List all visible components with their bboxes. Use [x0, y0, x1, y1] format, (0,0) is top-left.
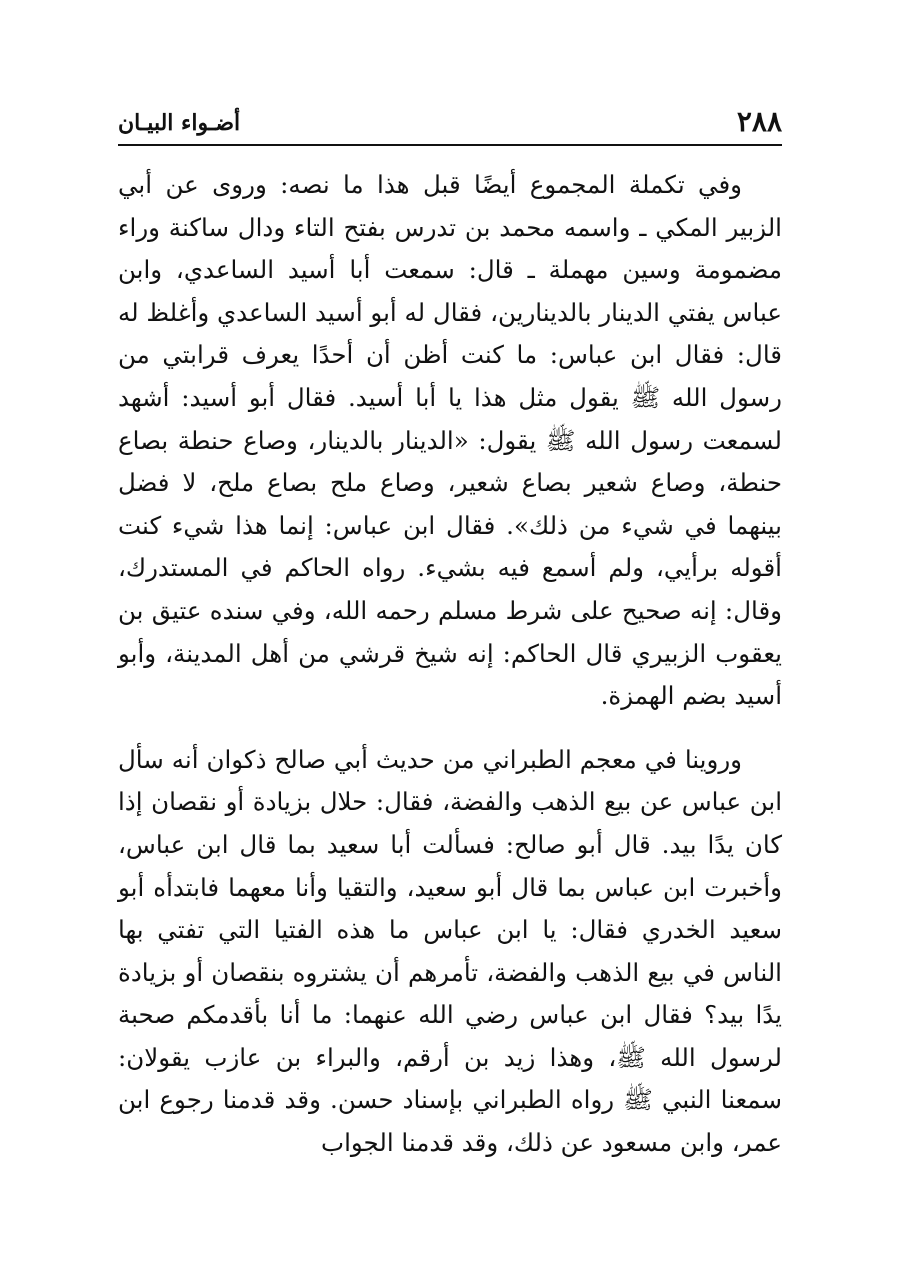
body-text [118, 164, 782, 1165]
page-header [118, 104, 782, 146]
page-number: ٢٨٨ [736, 105, 782, 138]
paragraph: وروينا في معجم الطبراني من حديث أبي صالح ذكوان أنه سأل ابن عباس عن بيع الذهب والفضة، فقال: حلال بزيادة أو نقصان إذا كان يدًا بيد. قال أبو صالح: فسألت أبا سعيد بما قال ابن عباس، وأخبرت ابن عباس بما قال أبو سعيد، والتقيا وأنا معهما فابتدأه أبو سعيد الخدري فقال: يا ابن عباس ما هذه الفتيا التي تفتي بها الناس في بيع الذهب والفضة، تأمرهم أن يشتروه بنقصان أو بزيادة يدًا بيد؟ فقال ابن عباس رضي الله عنهما: ما أنا بأقدمكم صحبة لرسول الله ﷺ، وهذا زيد بن أرقم، والبراء بن عازب يقولان: سمعنا النبي ﷺ رواه الطبراني بإسناد حسن. وقد قدمنا رجوع ابن عمر، وابن مسعود عن ذلك، وقد قدمنا الجواب [118, 744, 782, 1158]
paragraph: وفي تكملة المجموع أيضًا قبل هذا ما نصه: وروى عن أبي الزبير المكي ـ واسمه محمد بن تدرس بفتح التاء ودال ساكنة وراء مضمومة وسين مهملة ـ قال: سمعت أبا أسيد الساعدي، وابن عباس يفتي الدينار بالدينارين، فقال له أبو أسيد الساعدي وأغلظ له قال: فقال ابن عباس: ما كنت أظن أن أحدًا يعرف قرابتي من رسول الله ﷺ يقول مثل هذا يا أبا أسيد. فقال أبو أسيد: أشهد لسمعت رسول الله ﷺ يقول: «الدينار بالدينار، وصاع حنطة بصاع حنطة، وصاع شعير بصاع شعير، وصاع ملح بصاع ملح، لا فضل بينهما في شيء من ذلك». فقال ابن عباس: إنما هذا شيء كنت أقوله برأيي، ولم أسمع فيه بشيء. رواه الحاكم في المستدرك، وقال: إنه صحيح على شرط مسلم رحمه الله، وفي سنده عتيق بن يعقوب الزبيري قال الحاكم: إنه شيخ قرشي من أهل المدينة، وأبو أسيد بضم الهمزة. [118, 170, 782, 711]
running-title: أضـواء البيـان [118, 110, 241, 136]
